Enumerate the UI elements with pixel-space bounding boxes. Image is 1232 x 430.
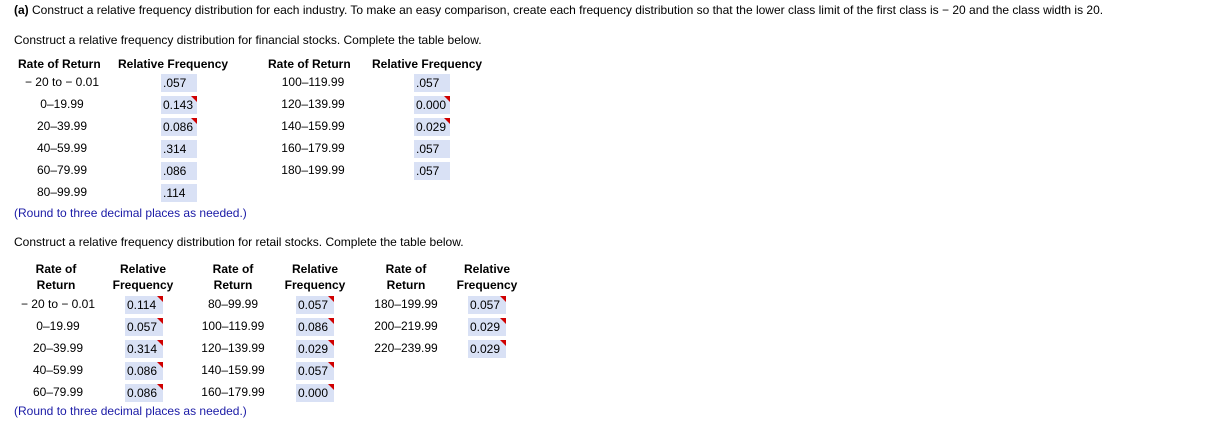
rate-of-return-range: 160–179.99 — [281, 141, 345, 155]
rate-of-return-range: 100–119.99 — [281, 75, 345, 89]
relative-frequency-answer[interactable]: .057 — [414, 74, 450, 92]
rate-of-return-range: 120–139.99 — [281, 97, 345, 111]
rate-of-return-range: 160–179.99 — [201, 385, 265, 399]
relative-frequency-answer[interactable]: 0.029 — [414, 118, 450, 136]
fin-header-rate-right: Rate of Return — [268, 57, 351, 71]
relative-frequency-answer[interactable]: 0.029 — [468, 318, 506, 336]
rate-of-return-range: 200–219.99 — [374, 319, 438, 333]
part-a-text: Construct a relative frequency distribution for each industry. To make an easy comparison, create each frequency distribution so that the lower class limit of the first class is − 20 and the class width is 20. — [32, 3, 1104, 17]
rate-of-return-range: 0–19.99 — [40, 97, 84, 111]
relative-frequency-answer[interactable]: 0.057 — [468, 296, 506, 314]
part-a-instruction — [14, 3, 1103, 17]
rate-of-return-range: 80–99.99 — [36, 185, 88, 199]
rate-of-return-range: 180–199.99 — [281, 163, 345, 177]
relative-frequency-answer[interactable]: 0.114 — [125, 296, 163, 314]
ret-header-freq-1: Relative Frequency — [112, 262, 174, 292]
relative-frequency-answer[interactable]: .057 — [414, 162, 450, 180]
rate-of-return-range: 60–79.99 — [32, 385, 84, 399]
fin-header-rate-left: Rate of Return — [18, 57, 101, 71]
relative-frequency-answer[interactable]: 0.086 — [161, 118, 197, 136]
relative-frequency-answer[interactable]: 0.143 — [161, 96, 197, 114]
ret-header-rate-1: Rate of Return — [35, 262, 77, 292]
rate-of-return-range: 60–79.99 — [36, 163, 88, 177]
retail-round-note: (Round to three decimal places as needed.) — [14, 404, 247, 418]
rate-of-return-range: 120–139.99 — [201, 341, 265, 355]
ret-header-freq-3: Relative Frequency — [456, 262, 518, 292]
relative-frequency-answer[interactable]: .114 — [161, 184, 197, 202]
ret-header-freq-2: Relative Frequency — [284, 262, 346, 292]
relative-frequency-answer[interactable]: .086 — [161, 162, 197, 180]
rate-of-return-range: 40–59.99 — [32, 363, 84, 377]
rate-of-return-range: 180–199.99 — [374, 297, 438, 311]
relative-frequency-answer[interactable]: 0.057 — [296, 362, 334, 380]
relative-frequency-answer[interactable]: 0.086 — [296, 318, 334, 336]
relative-frequency-answer[interactable]: 0.057 — [125, 318, 163, 336]
part-a-label: (a) — [14, 3, 29, 17]
relative-frequency-answer[interactable]: 0.029 — [296, 340, 334, 358]
rate-of-return-range: 140–159.99 — [281, 119, 345, 133]
relative-frequency-answer[interactable]: 0.314 — [125, 340, 163, 358]
rate-of-return-range: 80–99.99 — [207, 297, 259, 311]
fin-header-freq-left: Relative Frequency — [118, 57, 229, 71]
rate-of-return-range: 100–119.99 — [201, 319, 265, 333]
rate-of-return-range: 20–39.99 — [36, 119, 88, 133]
ret-header-rate-2: Rate of Return — [212, 262, 254, 292]
rate-of-return-range: − 20 to − 0.01 — [20, 297, 96, 311]
relative-frequency-answer[interactable]: 0.000 — [414, 96, 450, 114]
financial-round-note: (Round to three decimal places as needed.) — [14, 206, 247, 220]
relative-frequency-answer[interactable]: .314 — [161, 140, 197, 158]
ret-header-rate-3: Rate of Return — [385, 262, 427, 292]
fin-header-freq-right: Relative Frequency — [372, 57, 483, 71]
relative-frequency-answer[interactable]: .057 — [414, 140, 450, 158]
rate-of-return-range: 140–159.99 — [201, 363, 265, 377]
rate-of-return-range: 0–19.99 — [36, 319, 80, 333]
rate-of-return-range: 20–39.99 — [32, 341, 84, 355]
rate-of-return-range: 40–59.99 — [36, 141, 88, 155]
financial-prompt: Construct a relative frequency distribution for financial stocks. Complete the table below. — [14, 33, 482, 47]
relative-frequency-answer[interactable]: 0.029 — [468, 340, 506, 358]
relative-frequency-answer[interactable]: 0.086 — [125, 362, 163, 380]
relative-frequency-answer[interactable]: 0.086 — [125, 384, 163, 402]
relative-frequency-answer[interactable]: 0.000 — [296, 384, 334, 402]
rate-of-return-range: − 20 to − 0.01 — [24, 75, 100, 89]
retail-prompt: Construct a relative frequency distribution for retail stocks. Complete the table below. — [14, 235, 464, 249]
rate-of-return-range: 220–239.99 — [374, 341, 438, 355]
relative-frequency-answer[interactable]: 0.057 — [296, 296, 334, 314]
relative-frequency-answer[interactable]: .057 — [161, 74, 197, 92]
